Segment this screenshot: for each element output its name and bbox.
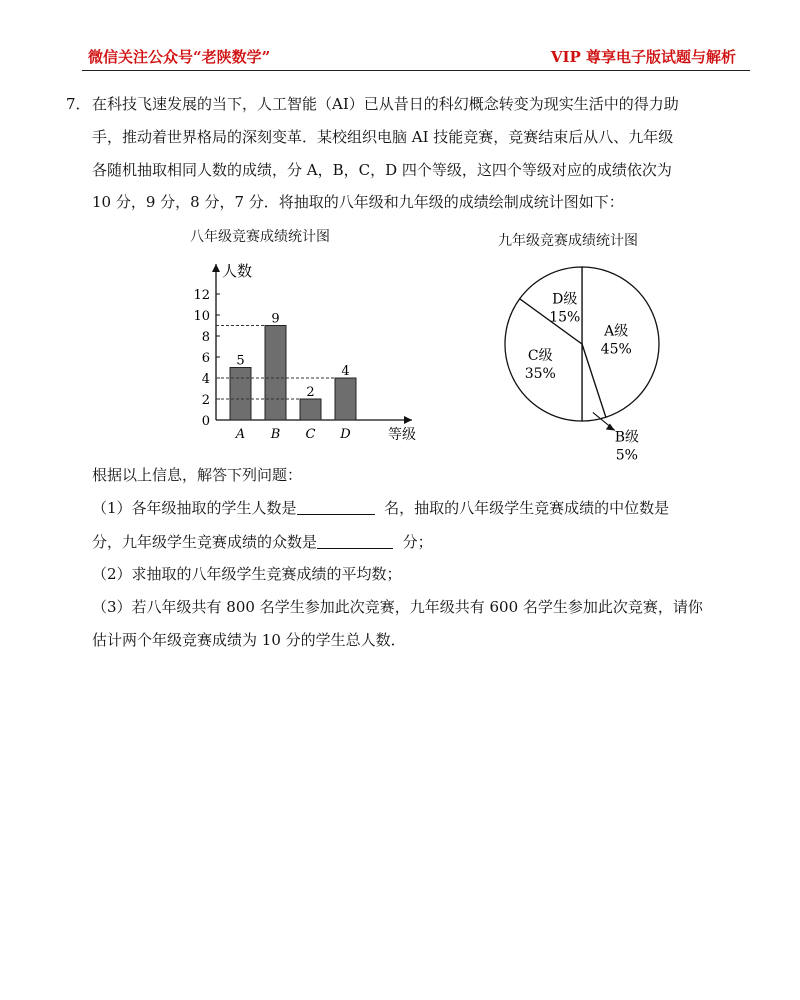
- part1-text-a: （1）各年级抽取的学生人数是: [92, 499, 297, 517]
- bar-a: [230, 368, 251, 421]
- bar-value-label: 9: [271, 311, 280, 327]
- pie-percent-label: 5%: [615, 447, 638, 460]
- pie-percent-label: 45%: [600, 341, 632, 358]
- bar-c: [300, 399, 321, 420]
- part3-line-2: 估计两个年级竞赛成绩为 10 分的学生总人数．: [92, 631, 406, 649]
- pie-chart-title: 九年级竞赛成绩统计图: [498, 233, 638, 249]
- bar-chart: [180, 250, 430, 450]
- part1-text-d: 分；: [402, 533, 433, 551]
- x-axis-arrow: [404, 416, 412, 424]
- bar-value-label: 5: [236, 353, 245, 369]
- x-tick-label: C: [305, 427, 316, 442]
- part1-text-b: 名，抽取的八年级学生竞赛成绩的中位数是: [384, 499, 670, 517]
- pie-label: D级: [552, 291, 578, 308]
- intro-line-1: 在科技飞速发展的当下，人工智能（AI）已从昔日的科幻概念转变为现实生活中的得力助: [92, 95, 679, 113]
- y-tick-label: 4: [201, 372, 210, 387]
- part3-line-1: （3）若八年级共有 800 名学生参加此次竞赛，九年级共有 600 名学生参加此次竞赛，请你: [92, 598, 703, 616]
- y-axis-arrow: [212, 264, 220, 272]
- part1-text-c: 分，九年级学生竞赛成绩的众数是: [92, 533, 318, 551]
- header-right-text: VIP 尊享电子版试题与解析: [550, 48, 736, 66]
- bar-b: [265, 326, 286, 421]
- bar-value-label: 4: [341, 364, 350, 379]
- y-tick-label: 2: [201, 393, 210, 408]
- y-tick-label: 6: [201, 351, 210, 366]
- part1-line-1: [92, 498, 669, 518]
- prompt-text: 根据以上信息，解答下列问题：: [92, 466, 303, 484]
- page-header: [82, 44, 750, 71]
- intro-line-3: 各随机抽取相同人数的成绩，分 A，B，C，D 四个等级，这四个等级对应的成绩依次为: [92, 161, 672, 179]
- intro-line-4: 10 分，9 分，8 分，7 分．将抽取的八年级和九年级的成绩绘制成统计图如下：: [92, 193, 624, 211]
- y-tick-label: 8: [201, 330, 210, 345]
- bar-chart-title: 八年级竞赛成绩统计图: [190, 229, 330, 245]
- bar-value-label: 2: [306, 385, 315, 400]
- pie-percent-label: 15%: [549, 309, 581, 326]
- intro-line-2: 手，推动着世界格局的深刻变革．某校组织电脑 AI 技能竞赛，竞赛结束后从八、九年级: [92, 128, 674, 146]
- header-left-text: 微信关注公众号“老陕数学”: [88, 48, 271, 66]
- x-tick-label: B: [270, 427, 281, 442]
- bar-d: [335, 378, 356, 420]
- x-axis-label: 等级: [388, 427, 416, 443]
- pie-label: A级: [604, 323, 629, 340]
- y-axis-label: 人数: [222, 262, 253, 280]
- part2-text: （2）求抽取的八年级学生竞赛成绩的平均数；: [92, 565, 402, 583]
- answer-blank-count[interactable]: [297, 499, 375, 515]
- part1-line-2: [92, 532, 433, 552]
- pie-percent-label: 35%: [524, 366, 556, 383]
- y-tick-label: 12: [193, 288, 210, 303]
- question-number: 7．: [66, 95, 91, 113]
- pie-label: C级: [527, 348, 553, 365]
- y-tick-label: 0: [201, 414, 210, 429]
- x-tick-label: D: [340, 427, 351, 442]
- y-tick-label: 10: [193, 309, 210, 324]
- answer-blank-mode[interactable]: [317, 533, 393, 549]
- pie-label: B级: [614, 429, 639, 446]
- x-tick-label: A: [235, 427, 246, 442]
- pie-chart: [490, 250, 690, 460]
